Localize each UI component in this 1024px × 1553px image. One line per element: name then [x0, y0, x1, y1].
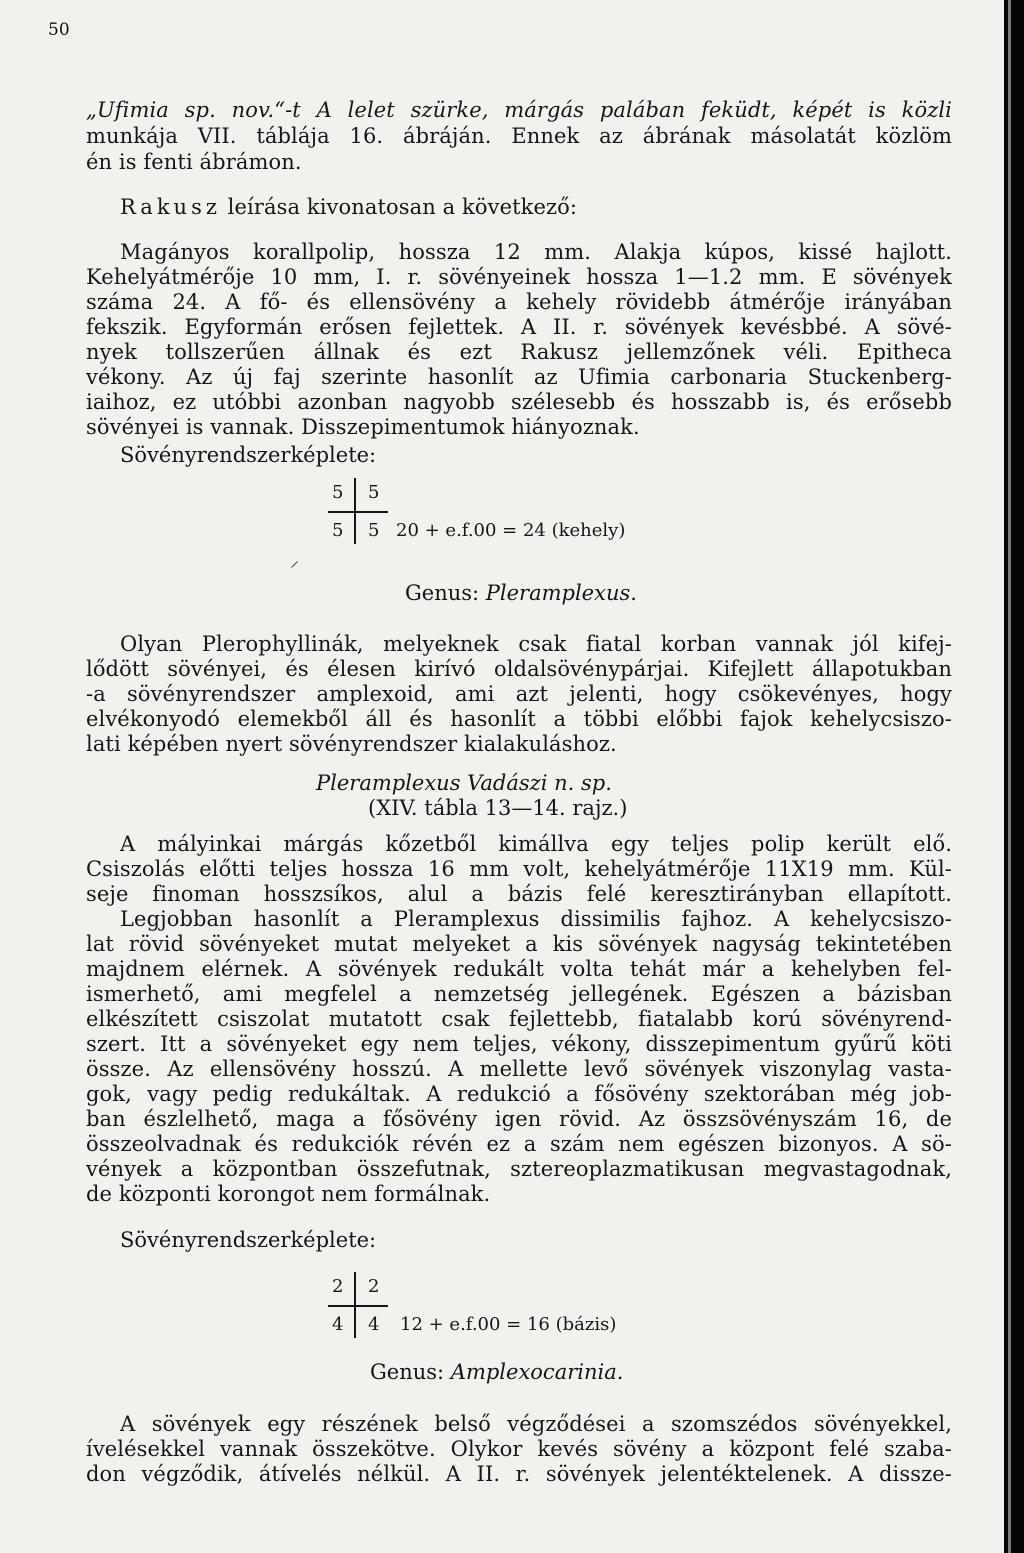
formula-1-bottom-right: 5 — [368, 520, 380, 541]
formula-1-label: Sövényrendszerképlete: — [120, 443, 377, 467]
paragraph-5-line-8: elkészített csiszolat mutatott csak fejlettebb, fiatalabb korú sövényrend- — [86, 1007, 952, 1031]
paragraph-4-line-4: elvékonyodó elemekből áll és hasonlít a többi előbbi fajok kehelycsiszo- — [86, 707, 952, 731]
paragraph-6-line-1: A sövények egy részének belső végződései a szomszédos sövényekkel, — [120, 1412, 952, 1436]
formula-1-bottom-left: 5 — [332, 520, 344, 541]
paragraph-3-line-6: vékony. Az új faj szerinte hasonlít az Ufimia carbonaria Stuckenberg- — [86, 365, 952, 389]
paragraph-1-line-1: „Ufimia sp. nov.“-t A lelet szürke, márgás palában feküdt, képét is közli — [86, 98, 952, 122]
paragraph-5-line-6: majdnem elérnek. A sövények redukált volta tehát már a kehelyben fel- — [86, 957, 952, 981]
paragraph-3-line-2: Kehelyátmérője 10 mm, I. r. sövényeinek hossza 1—1.2 mm. E sövények — [86, 265, 952, 289]
scan-edge-line — [1008, 0, 1011, 1553]
paragraph-6-line-2: ívelésekkel vannak összekötve. Olykor kevés sövény a központ felé szaba- — [86, 1437, 952, 1461]
paragraph-5-line-9: szert. Itt a sövényeket egy nem teljes, vékony, disszepimentum gyűrű köti — [86, 1032, 952, 1056]
paragraph-4-line-3: -a sövényrendszer amplexoid, ami azt jelenti, hogy csökevényes, hogy — [86, 682, 952, 706]
paragraph-5-line-13: összeolvadnak és redukciók révén ez a szám nem egészen bizonyos. A sö- — [86, 1132, 952, 1156]
paragraph-3-line-5: nyek tollszerűen állnak és ezt Rakusz jellemzőnek véli. Epitheca — [86, 340, 952, 364]
formula-2-bottom-right: 4 — [368, 1314, 380, 1335]
paragraph-4-line-1: Olyan Plerophyllinák, melyeknek csak fiatal korban vannak jól kifej- — [120, 632, 952, 656]
paragraph-5-line-5: lat rövid sövényeket mutat melyeket a kis sövények nagyság tekintetében — [86, 932, 952, 956]
paragraph-3-line-1: Magányos korallpolip, hossza 12 mm. Alakja kúpos, kissé hajlott. — [120, 240, 952, 264]
paragraph-5-line-12: ban észlelhető, maga a fősövény igen rövid. Az összsövényszám 16, de — [86, 1107, 952, 1131]
paragraph-6-line-3: don végződik, átívelés nélkül. A II. r. sövények jelentéktelenek. A dissze- — [86, 1462, 952, 1486]
paragraph-3-line-7: iaihoz, ez utóbbi azonban nagyobb szélesebb és hosszabb is, és erősebb — [86, 390, 952, 414]
author-name: Rakusz — [120, 195, 221, 219]
page-number: 50 — [48, 20, 70, 40]
genus-2-heading: Genus: Amplexocarinia. — [370, 1360, 624, 1384]
formula-2-expression: 12 + e.f.00 = 16 (bázis) — [400, 1314, 617, 1335]
paragraph-1-line-2: munkája VII. táblája 16. ábráján. Ennek az ábrának másolatát közlöm — [86, 124, 952, 148]
genus-1-heading: Genus: Pleramplexus. — [405, 581, 637, 605]
formula-2-bottom-left: 4 — [332, 1314, 344, 1335]
paragraph-5-line-7: ismerhető, ami megfelel a nemzetség jellegének. Egészen a bázisban — [86, 982, 952, 1006]
paragraph-5-line-11: gok, vagy pedig redukáltak. A redukció a fősövény szektorában még job- — [86, 1082, 952, 1106]
paragraph-1-line-3: én is fenti ábrámon. — [86, 150, 302, 174]
formula-1-horizontal-rule — [328, 511, 388, 513]
septal-formula-1 — [310, 478, 730, 548]
paragraph-5-line-3: seje finoman hosszsíkos, alul a bázis felé keresztirányban ellapított. — [86, 882, 952, 906]
stray-mark: ⸍ — [290, 558, 299, 579]
scan-edge — [1004, 0, 1024, 1553]
species-title: Pleramplexus Vadászi n. sp. — [316, 771, 612, 795]
paragraph-4-line-2: lődött sövényei, és élesen kirívó oldalsövénypárjai. Kifejlett állapotukban — [86, 657, 952, 681]
formula-2-top-left: 2 — [332, 1276, 344, 1297]
paragraph-3-line-8: sövényei is vannak. Disszepimentumok hiányoznak. — [86, 415, 640, 439]
paragraph-5-line-1: A mályinkai márgás kőzetből kimállva egy teljes polip került elő. — [120, 832, 952, 856]
paragraph-5-line-15: de központi korongot nem formálnak. — [86, 1182, 491, 1206]
formula-1-expression: 20 + e.f.00 = 24 (kehely) — [396, 520, 626, 541]
formula-2-label: Sövényrendszerképlete: — [120, 1228, 377, 1252]
paragraph-5-line-4: Legjobban hasonlít a Pleramplexus dissimilis fajhoz. A kehelycsiszo- — [120, 907, 952, 931]
paragraph-5-line-2: Csiszolás előtti teljes hossza 16 mm volt, kehelyátmérője 11X19 mm. Kül- — [86, 857, 952, 881]
formula-2-top-right: 2 — [368, 1276, 380, 1297]
septal-formula-2 — [310, 1272, 730, 1342]
species-plate-reference: (XIV. tábla 13—14. rajz.) — [368, 796, 628, 820]
paragraph-3-line-4: fekszik. Egyformán erősen fejlettek. A II. r. sövények kevésbbé. A sövé- — [86, 315, 952, 339]
formula-1-top-right: 5 — [368, 482, 380, 503]
paragraph-2: Rakusz leírása kivonatosan a következő: — [120, 195, 578, 219]
paragraph-5-line-10: össze. Az ellensövény hosszú. A mellette levő sövények viszonylag vasta- — [86, 1057, 952, 1081]
formula-2-horizontal-rule — [328, 1305, 388, 1307]
paragraph-3-line-3: száma 24. A fő- és ellensövény a kehely rövidebb átmérője irányában — [86, 290, 952, 314]
formula-1-top-left: 5 — [332, 482, 344, 503]
paragraph-4-line-5: lati képében nyert sövényrendszer kialakuláshoz. — [86, 732, 617, 756]
paragraph-5-line-14: vények a központban összefutnak, sztereoplazmatikusan megvastagodnak, — [86, 1157, 952, 1181]
